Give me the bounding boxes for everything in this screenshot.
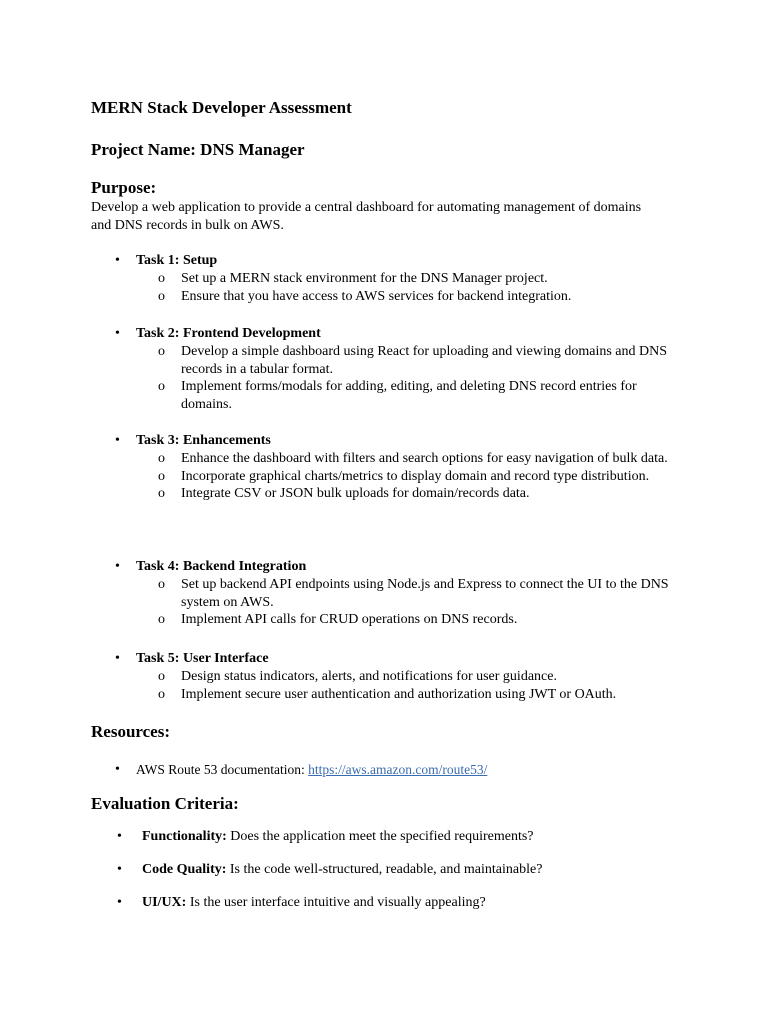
bullet-icon: • <box>117 862 122 877</box>
sub-bullet-icon: o <box>158 379 165 394</box>
sub-bullet-icon: o <box>158 612 165 627</box>
bullet-icon: • <box>115 559 120 574</box>
task-item <box>91 378 681 413</box>
task-item <box>91 468 681 486</box>
criterion-text <box>142 828 534 846</box>
resource-text <box>136 761 487 779</box>
bullet-icon: • <box>115 433 120 448</box>
task-item <box>91 450 681 468</box>
task-item-text: Set up a MERN stack environment for the DNS Manager project. <box>181 271 548 286</box>
sub-bullet-icon: o <box>158 271 165 286</box>
task-item-list <box>91 668 691 703</box>
task-1 <box>91 252 691 305</box>
task-item <box>91 485 681 503</box>
task-item-list <box>91 450 691 503</box>
sub-bullet-icon: o <box>158 451 165 466</box>
task-item <box>91 668 681 686</box>
project-name-heading: Project Name: DNS Manager <box>91 140 305 159</box>
criterion-description: Is the user interface intuitive and visually appealing? <box>186 895 486 910</box>
bullet-icon: • <box>115 326 120 341</box>
route53-docs-link[interactable]: https://aws.amazon.com/route53/ <box>308 762 488 777</box>
criterion-description: Does the application meet the specified requirements? <box>226 829 534 844</box>
task-item-text: Set up backend API endpoints using Node.js and Express to connect the UI to the DNS system on AWS. <box>181 577 669 610</box>
task-item <box>91 686 681 704</box>
task-item-text: Enhance the dashboard with filters and search options for easy navigation of bulk data. <box>181 451 668 466</box>
task-4 <box>91 558 691 629</box>
task-title: Task 4: Backend Integration <box>136 559 307 574</box>
bullet-icon: • <box>115 253 120 268</box>
task-title: Task 1: Setup <box>136 253 218 268</box>
resource-item <box>91 761 691 779</box>
criterion-item <box>91 861 691 879</box>
sub-bullet-icon: o <box>158 468 165 484</box>
task-item <box>91 611 681 629</box>
task-3 <box>91 432 691 503</box>
bullet-icon: • <box>117 829 122 844</box>
criterion-item <box>91 894 691 912</box>
purpose-text: Develop a web application to provide a central dashboard for automating management of domains and DNS records in bulk on AWS. <box>91 200 642 233</box>
sub-bullet-icon: o <box>158 669 165 684</box>
task-title: Task 3: Enhancements <box>136 433 271 448</box>
task-item-text: Design status indicators, alerts, and notifications for user guidance. <box>181 669 557 684</box>
task-item-text: Implement forms/modals for adding, editing, and deleting DNS record entries for domains. <box>181 379 637 412</box>
criterion-text <box>142 894 486 912</box>
sub-bullet-icon: o <box>158 686 165 702</box>
task-item <box>91 270 681 288</box>
criterion-description: Is the code well-structured, readable, and maintainable? <box>226 862 543 877</box>
task-2 <box>91 325 691 413</box>
purpose-heading: Purpose: <box>91 178 157 197</box>
sub-bullet-icon: o <box>158 486 165 501</box>
task-item-list <box>91 270 691 305</box>
bullet-icon: • <box>115 651 120 666</box>
criterion-item <box>91 828 691 846</box>
resources-heading: Resources: <box>91 722 170 741</box>
task-item-text: Implement API calls for CRUD operations on DNS records. <box>181 612 518 627</box>
task-item <box>91 576 681 611</box>
sub-bullet-icon: o <box>158 577 165 592</box>
bullet-icon: • <box>117 895 122 910</box>
evaluation-heading: Evaluation Criteria: <box>91 794 239 813</box>
task-item-text: Develop a simple dashboard using React for uploading and viewing domains and DNS records in a tabular format. <box>181 344 668 377</box>
task-item <box>91 343 681 378</box>
task-item-list <box>91 343 691 413</box>
resource-label: AWS Route 53 documentation: <box>136 762 309 777</box>
sub-bullet-icon: o <box>158 344 165 359</box>
criterion-text <box>142 861 542 879</box>
task-item-text: Implement secure user authentication and authorization using JWT or OAuth. <box>181 686 617 702</box>
document-title: MERN Stack Developer Assessment <box>91 98 352 117</box>
task-item-text: Ensure that you have access to AWS services for backend integration. <box>181 288 572 304</box>
criterion-label: Code Quality: <box>142 862 227 877</box>
criterion-label: Functionality: <box>142 829 227 844</box>
task-item-text: Incorporate graphical charts/metrics to display domain and record type distribution. <box>181 468 650 484</box>
bullet-icon: • <box>115 762 120 777</box>
task-item-list <box>91 576 691 629</box>
task-item-text: Integrate CSV or JSON bulk uploads for domain/records data. <box>181 486 530 501</box>
sub-bullet-icon: o <box>158 288 165 304</box>
task-5 <box>91 650 691 703</box>
task-title: Task 5: User Interface <box>136 651 269 666</box>
task-item <box>91 288 681 306</box>
task-title: Task 2: Frontend Development <box>136 326 321 341</box>
criterion-label: UI/UX: <box>142 895 187 910</box>
